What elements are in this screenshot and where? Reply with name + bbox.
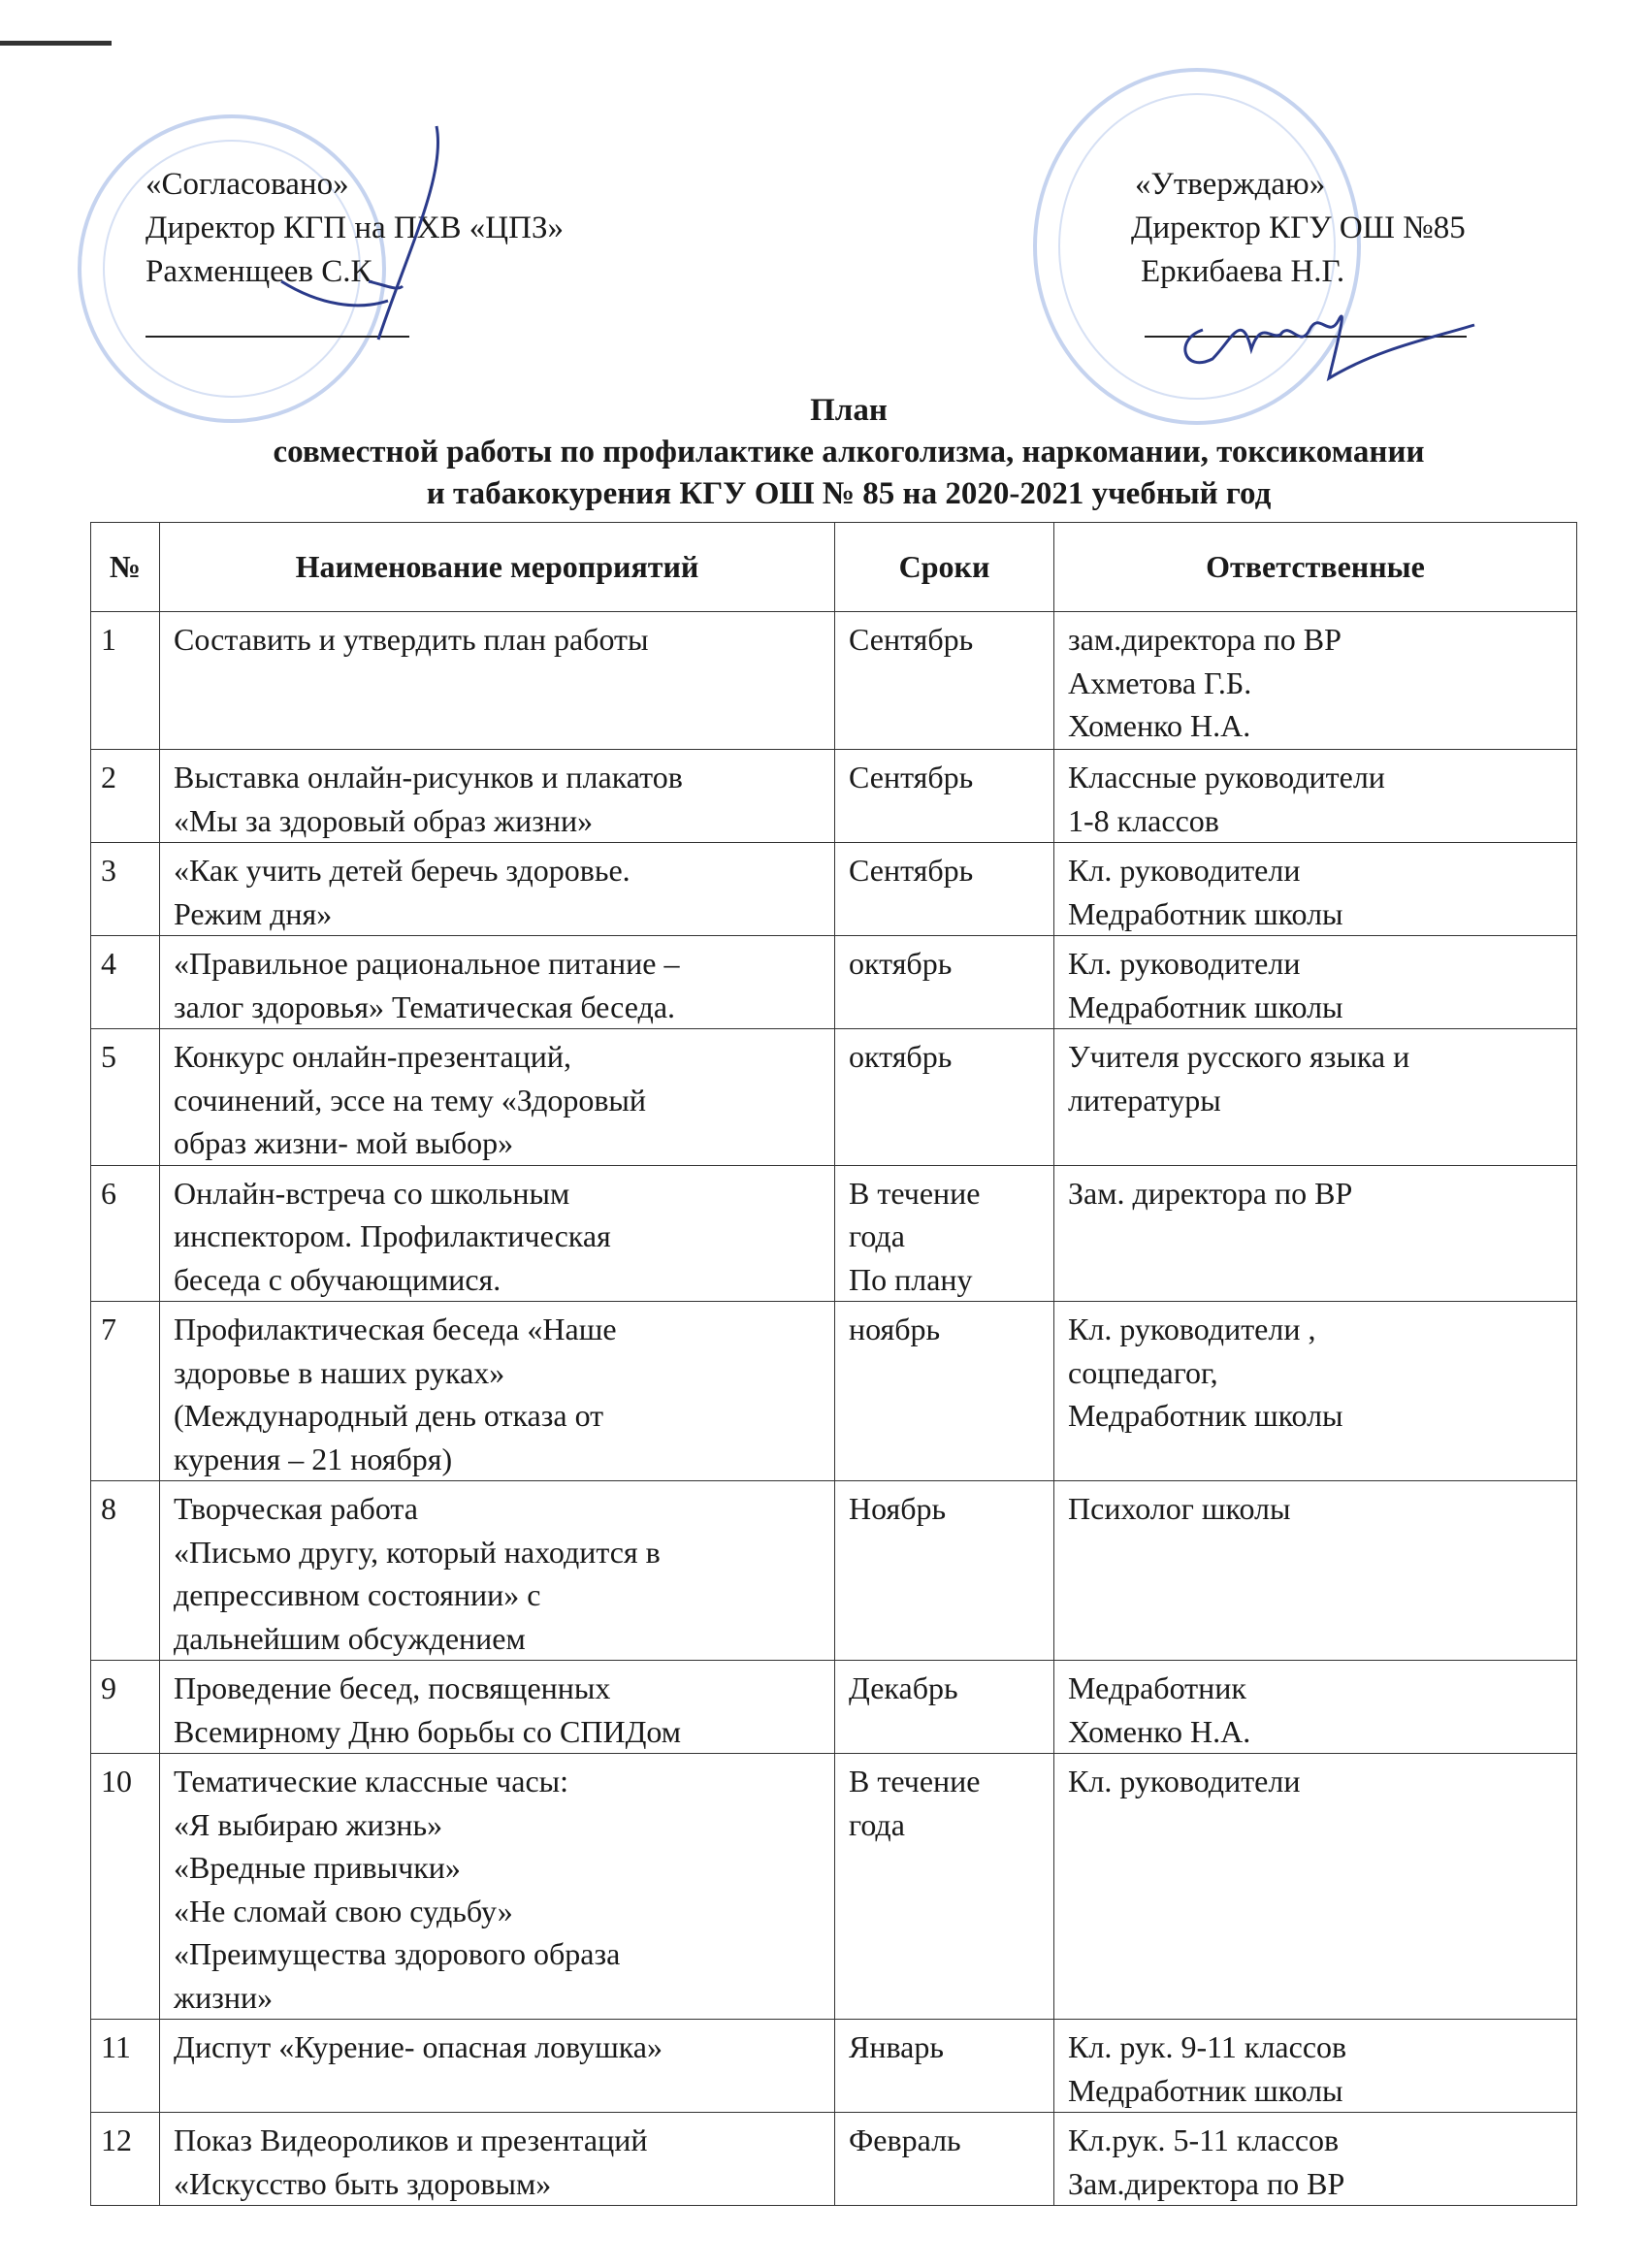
row-event: Составить и утвердить план работы: [160, 612, 835, 750]
row-event: Конкурс онлайн-презентаций, сочинений, эссе на тему «Здоровый образ жизни- мой выбор»: [160, 1029, 835, 1166]
row-responsible: Кл.рук. 5-11 классов Зам.директора по ВР: [1054, 2113, 1577, 2206]
row-event: Тематические классные часы: «Я выбираю жизнь» «Вредные привычки» «Не сломай свою судьбу» «Преимущества здорового образа жизни»: [160, 1754, 835, 2020]
row-number: 5: [91, 1029, 160, 1166]
row-event: «Правильное рациональное питание – залог здоровья» Тематическая беседа.: [160, 936, 835, 1029]
table-row: [91, 1302, 1577, 1481]
table-row: [91, 843, 1577, 936]
table-row: [91, 1165, 1577, 1302]
row-responsible: Зам. директора по ВР: [1054, 1165, 1577, 1302]
plan-table: [90, 522, 1577, 2206]
row-term: Сентябрь: [835, 612, 1054, 750]
row-number: 6: [91, 1165, 160, 1302]
row-term: ноябрь: [835, 1302, 1054, 1481]
document-subtitle-line2: и табакокурения КГУ ОШ № 85 на 2020-2021 учебный год: [426, 476, 1272, 511]
header-responsible: Ответственные: [1054, 523, 1577, 612]
row-responsible: Учителя русского языка и литературы: [1054, 1029, 1577, 1166]
row-number: 2: [91, 750, 160, 843]
row-number: 10: [91, 1754, 160, 2020]
row-term: Декабрь: [835, 1661, 1054, 1754]
row-term: Январь: [835, 2020, 1054, 2113]
header-number: №: [91, 523, 160, 612]
approval-left-label: «Согласовано»: [146, 167, 349, 202]
row-number: 3: [91, 843, 160, 936]
document-subtitle-line1: совместной работы по профилактике алкоголизма, наркомании, токсикомании: [273, 435, 1425, 470]
row-responsible: Классные руководители 1-8 классов: [1054, 750, 1577, 843]
row-number: 11: [91, 2020, 160, 2113]
row-number: 8: [91, 1481, 160, 1661]
table-row: [91, 936, 1577, 1029]
row-responsible: Медработник Хоменко Н.А.: [1054, 1661, 1577, 1754]
signature-right: [1164, 281, 1484, 388]
row-responsible: зам.директора по ВР Ахметова Г.Б. Хоменко Н.А.: [1054, 612, 1577, 750]
row-term: Февраль: [835, 2113, 1054, 2206]
approval-left-name: Рахменщеев С.К: [146, 254, 372, 289]
row-number: 1: [91, 612, 160, 750]
approval-right-name: Еркибаева Н.Г.: [1141, 254, 1345, 289]
row-event: Показ Видеороликов и презентаций «Искусство быть здоровым»: [160, 2113, 835, 2206]
table-row: [91, 2113, 1577, 2206]
approval-right: [1131, 163, 1466, 294]
header-term: Сроки: [835, 523, 1054, 612]
row-event: Выставка онлайн-рисунков и плакатов «Мы за здоровый образ жизни»: [160, 750, 835, 843]
row-event: «Как учить детей беречь здоровье. Режим дня»: [160, 843, 835, 936]
row-event: Проведение бесед, посвященных Всемирному Дню борьбы со СПИДом: [160, 1661, 835, 1754]
approval-right-label: «Утверждаю»: [1135, 167, 1326, 202]
row-responsible: Кл. руководители: [1054, 1754, 1577, 2020]
row-responsible: Кл. руководители Медработник школы: [1054, 936, 1577, 1029]
row-term: Сентябрь: [835, 750, 1054, 843]
approval-right-position: Директор КГУ ОШ №85: [1131, 211, 1466, 245]
row-number: 7: [91, 1302, 160, 1481]
header-event: Наименование мероприятий: [160, 523, 835, 612]
signature-left: [242, 116, 495, 349]
table-row: [91, 1661, 1577, 1754]
approval-left-position: Директор КГП на ПХВ «ЦПЗ»: [146, 211, 564, 245]
table-row: [91, 750, 1577, 843]
row-term: В течение года: [835, 1754, 1054, 2020]
row-term: В течение года По плану: [835, 1165, 1054, 1302]
row-event: Творческая работа «Письмо другу, который находится в депрессивном состоянии» с дальнейшим обсуждением: [160, 1481, 835, 1661]
row-responsible: Психолог школы: [1054, 1481, 1577, 1661]
row-responsible: Кл. руководители , соцпедагог, Медработник школы: [1054, 1302, 1577, 1481]
row-event: Диспут «Курение- опасная ловушка»: [160, 2020, 835, 2113]
row-number: 4: [91, 936, 160, 1029]
row-responsible: Кл. рук. 9-11 классов Медработник школы: [1054, 2020, 1577, 2113]
row-event: Онлайн-встреча со школьным инспектором. Профилактическая беседа с обучающимися.: [160, 1165, 835, 1302]
table-row: [91, 612, 1577, 750]
document-title: План: [810, 393, 888, 428]
row-term: октябрь: [835, 936, 1054, 1029]
table-row: [91, 1481, 1577, 1661]
row-number: 9: [91, 1661, 160, 1754]
row-responsible: Кл. руководители Медработник школы: [1054, 843, 1577, 936]
row-term: октябрь: [835, 1029, 1054, 1166]
table-header-row: [91, 523, 1577, 612]
scan-edge-mark: [0, 41, 112, 46]
table-row: [91, 2020, 1577, 2113]
row-term: Ноябрь: [835, 1481, 1054, 1661]
row-term: Сентябрь: [835, 843, 1054, 936]
table-row: [91, 1029, 1577, 1166]
table-row: [91, 1754, 1577, 2020]
row-number: 12: [91, 2113, 160, 2206]
row-event: Профилактическая беседа «Наше здоровье в наших руках» (Международный день отказа от курения – 21 ноября): [160, 1302, 835, 1481]
